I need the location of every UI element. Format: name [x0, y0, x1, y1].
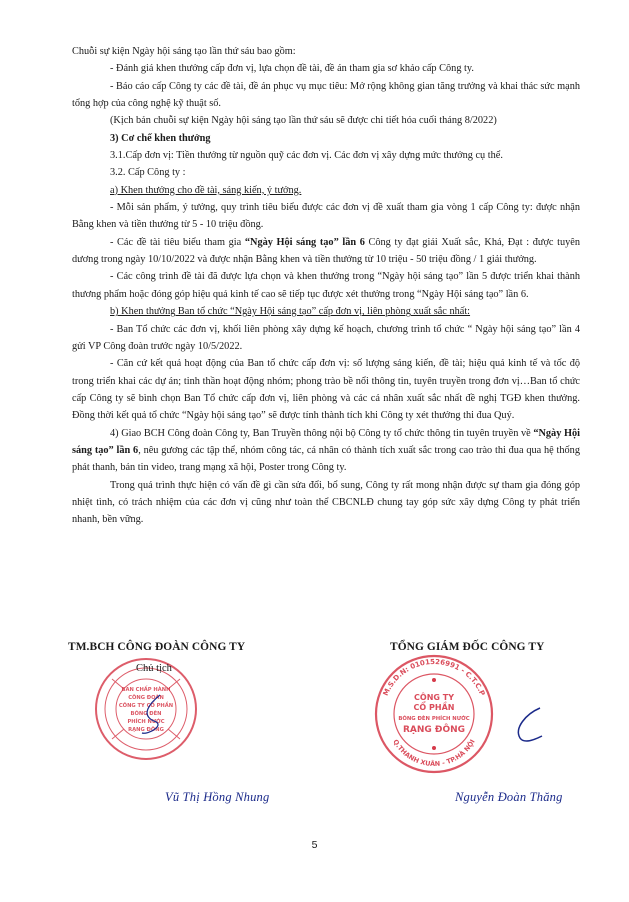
svg-text:CÔNG TY CỔ PHẦN: CÔNG TY CỔ PHẦN [118, 703, 174, 709]
paragraph: 3.2. Cấp Công ty : [110, 167, 186, 179]
paragraph: Chuỗi sự kiện Ngày hội sáng tạo lần thứ sáu bao gồm: [72, 46, 296, 57]
section-heading: 3) Cơ chế khen thưởng [110, 132, 211, 144]
paragraph: - Đánh giá khen thưởng cấp đơn vị, lựa chọn đề tài, đề án tham gia sơ khảo cấp Công ty. [110, 63, 474, 75]
svg-text:RẠNG ĐÔNG: RẠNG ĐÔNG [402, 725, 466, 735]
svg-text:BÓNG ĐÈN: BÓNG ĐÈN [130, 711, 162, 717]
svg-text:CỔ PHẦN: CỔ PHẦN [413, 703, 455, 712]
svg-text:Q.THANH XUÂN - TP.HÀ NỘI: Q.THANH XUÂN - TP.HÀ NỘI [391, 738, 477, 769]
event-name-bold: “Ngày Hội sáng tạo” lần 6 [244, 236, 365, 248]
paragraph: - Báo cáo cấp Công ty các đề tài, đề án phục vụ mục tiêu: Mở rộng không gian tăng trưởng và khai thác sức mạnh tổng hợp của công nghệ kỹ thuật số. [72, 80, 580, 110]
paragraph: - Các công trình đề tài đã được lựa chọn và khen thưởng trong “Ngày hội sáng tạo” lần 5 được triển khai thành thương phẩm hoặc đóng góp hiệu quả kinh tế cao sẽ tiếp tục được xét thưởng trong “Ngày Hội sáng tạo” lần 6. [72, 271, 580, 300]
subsection-heading-text: b) Khen thưởng Ban tổ chức “Ngày Hội sáng tạo” cấp đơn vị, liên phòng xuất sắc nhất: [110, 306, 471, 318]
director-signature-name: Nguyễn Đoàn Thăng [455, 790, 563, 804]
svg-text:M.S.D.N: 0101526991 - C.T.C.P: M.S.D.N: 0101526991 - C.T.C.P [381, 657, 487, 698]
svg-text:RẠNG ĐÔNG: RẠNG ĐÔNG [128, 727, 164, 733]
closing-paragraph: Trong quá trình thực hiện có vấn đề gì cần sửa đổi, bổ sung, Công ty rất mong nhận được sự tham gia đóng góp nhiệt tình, có trách nhiệm của các đơn vị cũng như toàn thể CBCNLĐ chung tay góp sức xây dựng Công ty phát triển nhanh, bền vững. [72, 479, 580, 526]
paragraph [72, 234, 580, 269]
svg-text:PHÍCH NƯỚC: PHÍCH NƯỚC [127, 719, 165, 725]
subsection-heading-text: a) Khen thưởng cho đề tài, sáng kiến, ý tưởng. [110, 184, 302, 196]
svg-text:CÔNG ĐOÀN: CÔNG ĐOÀN [128, 695, 164, 701]
union-signature-title: TM.BCH CÔNG ĐOÀN CÔNG TY [68, 641, 246, 653]
paragraph: 3.1.Cấp đơn vị: Tiền thưởng từ nguồn quỹ các đơn vị. Các đơn vị xây dựng mức thưởng cụ thể. [110, 150, 503, 162]
paragraph: - Ban Tổ chức các đơn vị, khối liên phòng xây dựng kế hoạch, chương trình tổ chức “ Ngày hội sáng tạo” lần 4 gửi VP Công đoàn trước ngày 10/5/2022. [72, 323, 580, 352]
director-signature-title: TỔNG GIÁM ĐỐC CÔNG TY [390, 641, 545, 653]
paragraph-text: - Các đề tài tiêu biểu tham gia [110, 236, 245, 248]
paragraph: - Căn cứ kết quả hoạt động của Ban tổ chức cấp đơn vị: số lượng sáng kiến, đề tài; hiệu quả kinh tế và tốc độ trong triển khai các dự án; tinh thần hoạt động nhóm; phong trào bề nổi thông tin, tuyên truyền trong đơn vị…Ban tổ chức cấp Công ty sẽ bình chọn Ban Tổ chức cấp đơn vị, liên phòng và các cá nhân xuất sắc nhất đề nghị TGĐ khen thưởng. Đồng thời kết quả tổ chức “Ngày hội sáng tạo” sẽ được tính thành tích khi Công ty xét thưởng thi đua Quý. [72, 358, 580, 422]
subsection-heading [72, 303, 580, 320]
subsection-heading [72, 182, 580, 199]
svg-text:BÓNG ĐÈN PHÍCH NƯỚC: BÓNG ĐÈN PHÍCH NƯỚC [398, 716, 470, 722]
director-signature-mark-icon [500, 700, 550, 750]
union-chair-signature-name: Vũ Thị Hồng Nhung [165, 790, 270, 804]
union-chair-role: Chủ tịch [136, 663, 172, 674]
event-name-bold: “Ngày Hội sáng tạo” lần 6 [72, 427, 580, 456]
paragraph: (Kịch bản chuỗi sự kiện Ngày hội sáng tạo lần thứ sáu sẽ được chi tiết hóa cuối tháng 8/2022) [110, 115, 497, 127]
svg-text:BAN CHẤP HÀNH: BAN CHẤP HÀNH [121, 687, 171, 693]
svg-text:CÔNG TY: CÔNG TY [414, 693, 454, 702]
document-body [72, 43, 580, 529]
paragraph [72, 425, 580, 477]
paragraph: - Mỗi sản phẩm, ý tưởng, quy trình tiêu biểu được các đơn vị đề xuất tham gia vòng 1 cấp Công ty: được nhận Bằng khen và tiền thưởng từ 5 - 10 triệu đồng. [72, 202, 580, 231]
paragraph-text: 4) Giao BCH Công đoàn Công ty, Ban Truyền thông nội bộ Công ty tổ chức thông tin tuyên truyền về [110, 427, 534, 439]
company-stamp-icon [370, 650, 498, 778]
paragraph-text: Công ty đạt giải Xuất sắc, Khá, Đạt : được tuyên dương trong ngày 10/10/2022 và được nhận Bằng khen và tiền thưởng từ 10 triệu - 50 triệu đồng / 1 giải thưởng. [72, 236, 580, 266]
page-number: 5 [311, 839, 318, 851]
paragraph-text: , nêu gương các tập thể, nhóm công tác, cá nhân có thành tích xuất sắc trong cao trào thi đua qua hệ thống phát thanh, bản tin video, trang mạng xã hội, Poster trong Công ty. [72, 444, 580, 474]
